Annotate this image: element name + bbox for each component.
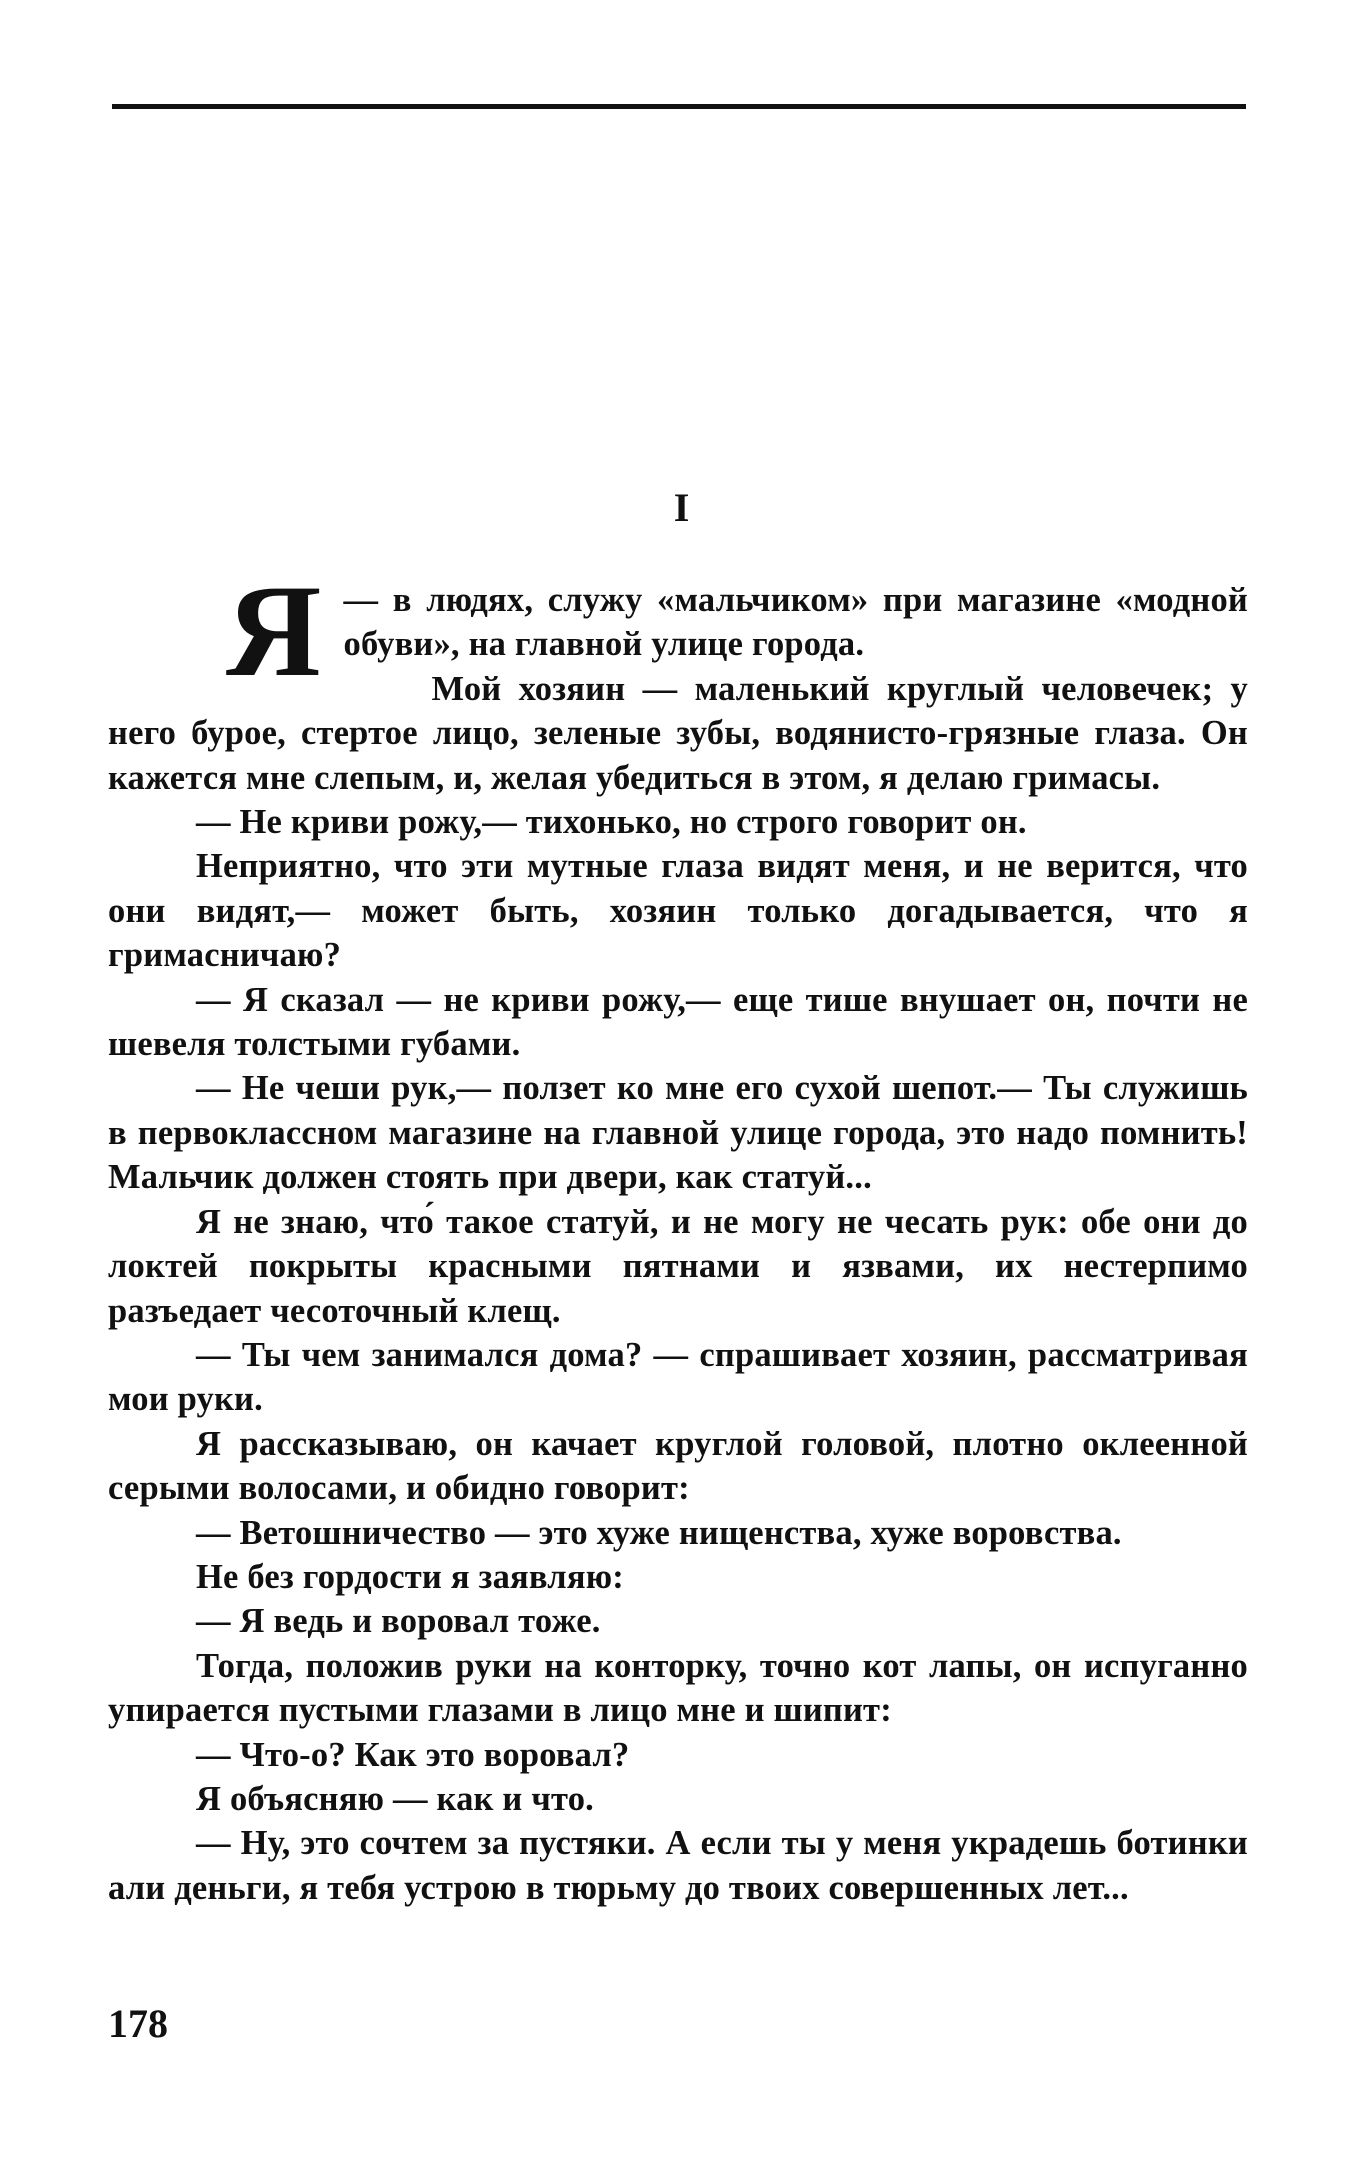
paragraph-9: Я рассказываю, он качает круглой головой, плотно оклеенной серыми волосами, и обидно говорит: bbox=[108, 1424, 1248, 1508]
paragraph-2: Мой хозяин — маленький круглый человечек; у него бурое, стертое лицо, зеленые зубы, водянисто-грязные глаза. Он кажется мне слепым, и, желая убедиться в этом, я делаю гримасы. bbox=[108, 669, 1248, 797]
paragraph-12: — Я ведь и воровал тоже. bbox=[196, 1602, 601, 1641]
paragraph-15: Я объясняю — как и что. bbox=[196, 1779, 594, 1818]
paragraph-13: Тогда, положив руки на конторку, точно кот лапы, он испуганно упирается пустыми глазами в лицо мне и шипит: bbox=[108, 1646, 1248, 1730]
drop-cap: Я bbox=[226, 557, 322, 704]
paragraph-6: — Не чеши рук,— ползет ко мне его сухой шепот.— Ты служишь в первоклассном магазине на главной улице города, это надо помнить! Мальчик должен стоять при двери, как статуй... bbox=[108, 1069, 1248, 1197]
page-number: 178 bbox=[108, 2001, 168, 2046]
paragraph-5: — Я сказал — не криви рожу,— еще тише внушает он, почти не шевеля толстыми губами. bbox=[108, 980, 1248, 1064]
chapter-number: I bbox=[673, 485, 690, 530]
top-rule bbox=[112, 104, 1246, 109]
paragraph-16: — Ну, это сочтем за пустяки. А если ты у меня украдешь ботинки али деньги, я тебя устрою в тюрьму до твоих совершенных лет... bbox=[108, 1824, 1248, 1907]
paragraph-10: — Ветошничество — это хуже нищенства, хуже воровства. bbox=[196, 1513, 1122, 1552]
paragraph-8: — Ты чем занимался дома? — спрашивает хозяин, рассматривая мои руки. bbox=[108, 1335, 1248, 1419]
paragraph-4: Неприятно, что эти мутные глаза видят меня, и не верится, что они видят,— может быть, хозяин только догадывается, что я гримасничаю? bbox=[108, 847, 1248, 975]
paragraph-11: Не без гордости я заявляю: bbox=[196, 1557, 624, 1596]
paragraph-3: — Не криви рожу,— тихонько, но строго говорит он. bbox=[196, 803, 1027, 842]
paragraph-1 bbox=[108, 557, 1248, 704]
text-body bbox=[108, 557, 1248, 1910]
paragraph-14: — Что-о? Как это воровал? bbox=[196, 1735, 630, 1774]
paragraph-7: Я не знаю, что́ такое статуй, и не могу не чесать рук: обе они до локтей покрыты красными пятнами и язвами, их нестерпимо разъедает чесоточный клещ. bbox=[108, 1202, 1248, 1330]
paragraph-text: — в людях, служу «мальчиком» при магазине «модной обуви», на главной улице города. bbox=[343, 581, 1248, 664]
